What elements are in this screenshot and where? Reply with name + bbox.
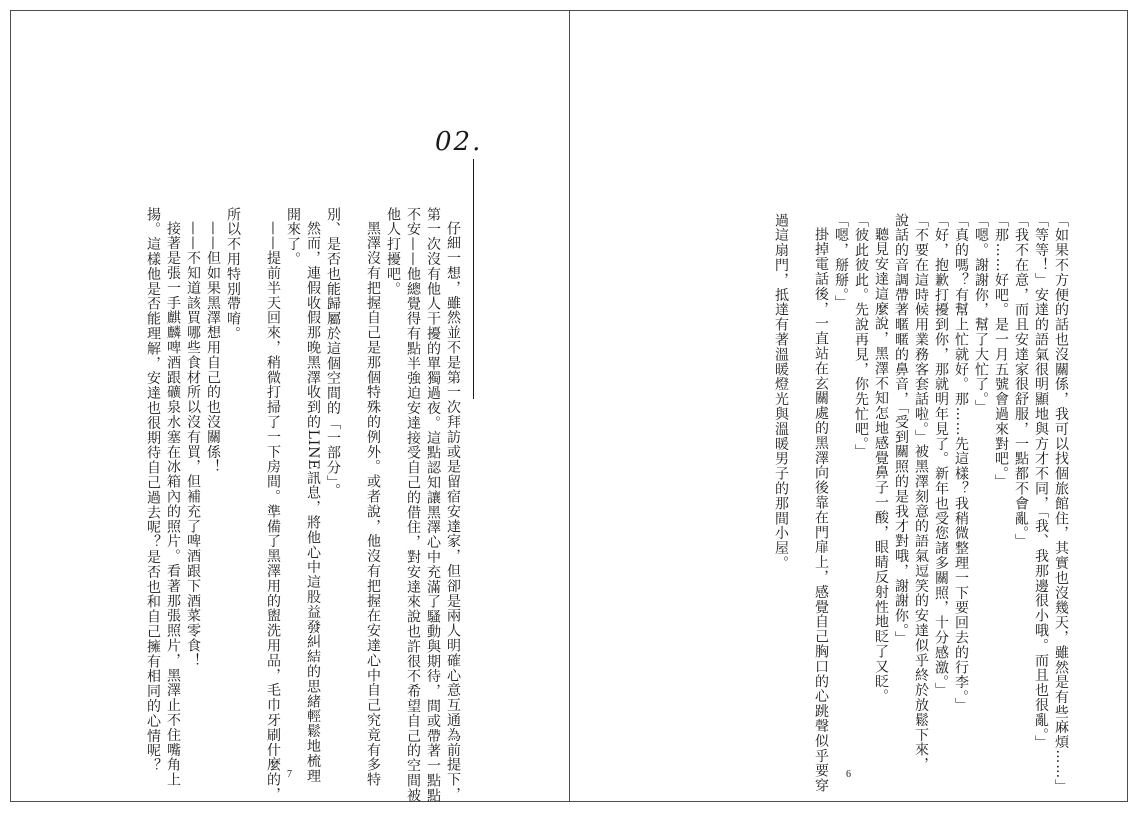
paragraph: 仔細一想，雖然並不是第一次拜訪或是留宿安達家，但卻是兩人明確心意互通為前提下， <box>445 221 461 803</box>
paragraph: 「不要在這時候用業務客套話啦。」被黑澤刻意的語氣逗笑的安達似乎終於放鬆下來， <box>913 213 929 773</box>
paragraph: 黑澤沒有把握自己是那個特殊的例外。或者說，他沒有把握在安達心中自己究竟有多特 <box>365 221 381 788</box>
paragraph: 「嗯，掰掰。」 <box>833 213 849 311</box>
paragraph: 聽見安達這麼說，黑澤不知怎地感覺鼻子一酸，眼睛反射性地眨了又眨。 <box>873 227 889 704</box>
page-number: 7 <box>287 769 292 780</box>
paragraph: 接著是張一手麒麟啤酒跟礦泉水塞在冰箱內的照片。看著那張照片，黑澤止不住嘴角上 <box>165 221 181 788</box>
paragraph: 「等等！」安達的語氣很明顯地與方才不同，「我、我那邊很小哦。而且也很亂。」 <box>1033 213 1049 751</box>
page-number: 6 <box>846 769 851 780</box>
left-page <box>11 11 569 801</box>
paragraph: 開來了。 <box>285 207 301 267</box>
paragraph: 「真的嗎？有幫上忙就好。那……先這樣？我稍微整理一下要回去的行李。」 <box>953 213 969 713</box>
paragraph: 掛掉電話後，一直站在玄關處的黑澤向後靠在門扉上，感覺自己胸口的心跳聲似乎要穿 <box>813 227 829 794</box>
paragraph: ——但如果黑澤想用自己的也沒關係！ <box>205 221 221 475</box>
paragraph: 揚。這樣他是否能理解，安達也很期待自己過去呢？是否也和自己擁有相同的心情呢？ <box>145 207 161 774</box>
chapter-rule <box>473 159 474 399</box>
paragraph: 「嗯。謝謝你，幫了大忙了。」 <box>973 213 989 415</box>
paragraph: 說話的音調帶著暱暱的鼻音，「受到關照的是我才對哦，謝謝你。」 <box>893 213 909 646</box>
paragraph: 「彼此彼此。先說再見，你先忙吧。」 <box>853 213 869 460</box>
paragraph: 不安——他總覺得有點半強迫安達接受自己的借住，對安達來說也許很不希望自己的空間被 <box>405 207 421 803</box>
paragraph: ——提前半天回來，稍微打掃了一下房間。準備了黑澤用的盥洗用品，毛巾牙刷什麼的， <box>265 221 281 803</box>
paragraph: 「好，抱歉打擾到你，那就明年見了。新年也受您諸多關照，十分感激。」 <box>933 213 949 698</box>
left-page-text <box>143 207 463 803</box>
paragraph: 他人打擾吧。 <box>385 207 401 297</box>
right-page <box>570 11 1129 801</box>
paragraph: 「那……好吧。是一月五號會過來對吧。」 <box>993 213 1009 490</box>
book-spread <box>10 10 1128 802</box>
paragraph: 然而，連假收假那晚黑澤收到的LINE訊息，將他心中這股益發糾結的思緒輕鬆地梳理 <box>305 221 321 784</box>
paragraph: 「如果不方便的話也沒關係，我可以找個旅館住，其實也沒幾天，雖然是有些麻煩……」 <box>1053 213 1069 795</box>
paragraph: 「我不在意，而且安達家很舒服，一點都不會亂。」 <box>1013 213 1029 549</box>
paragraph: 所以不用特別帶唷。 <box>225 207 241 342</box>
paragraph: 別、是否也能歸屬於這個空間的「一部分」。 <box>325 207 341 498</box>
paragraph: 第一次沒有他人干擾的單獨過夜。這點認知讓黑澤心中充滿了騷動與期待，間或帶著一點點 <box>425 207 441 803</box>
chapter-number: 02. <box>435 127 483 157</box>
paragraph: ——不知道該買哪些食材所以沒有買，但補充了啤酒跟下酒菜零食！ <box>185 221 201 668</box>
paragraph: 過這扇門，抵達有著溫暖燈光與溫暖男子的那間小屋。 <box>773 213 789 571</box>
right-page-text <box>771 213 1071 795</box>
